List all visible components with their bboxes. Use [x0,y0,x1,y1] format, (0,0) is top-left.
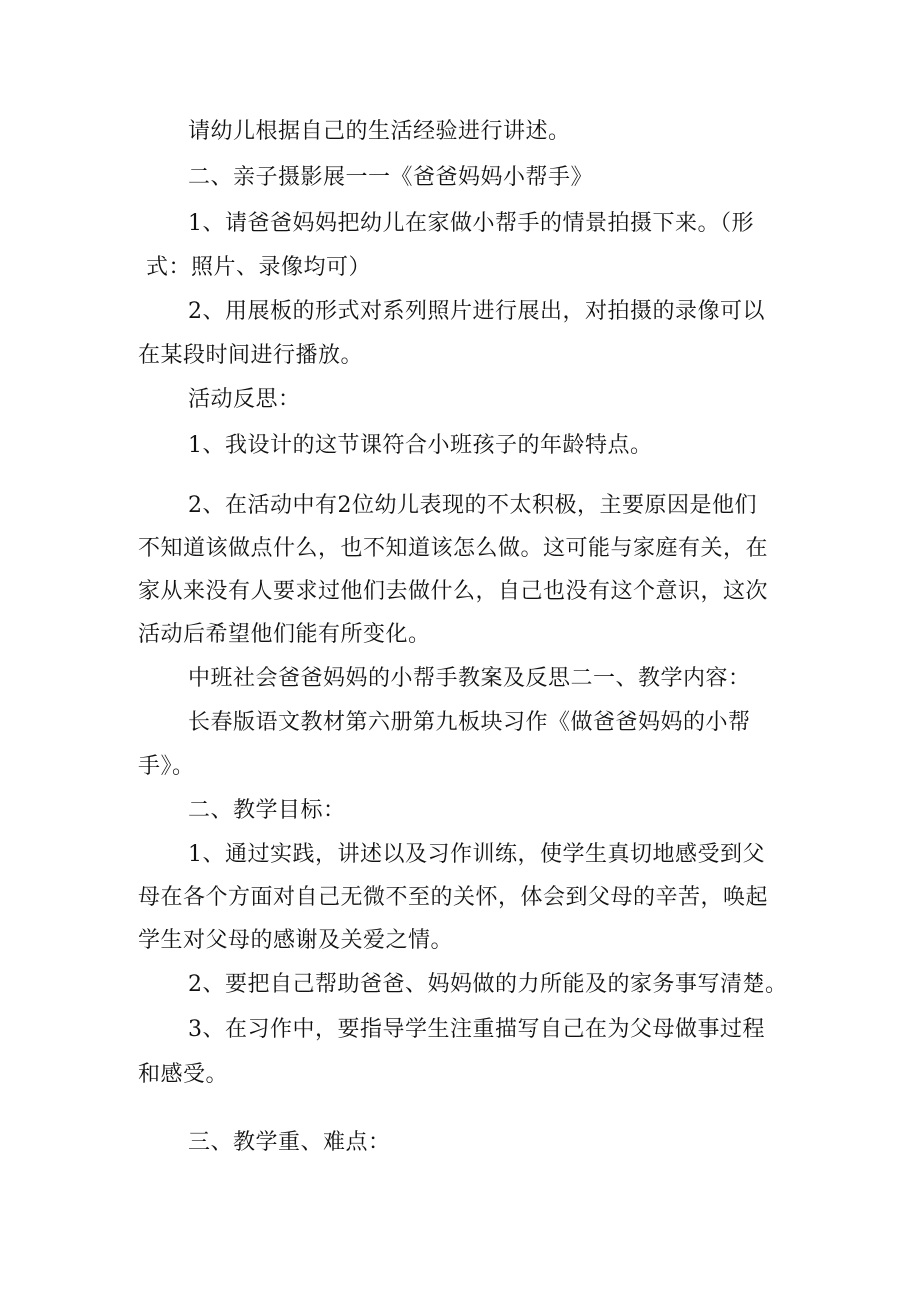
section-heading: 三、教学重、难点： [188,1130,391,1155]
paragraph-line: 1、通过实践，讲述以及习作训练，使学生真切地感受到父 [188,842,765,867]
paragraph-line: 家从来没有人要求过他们去做什么，自己也没有这个意识，这次 [138,579,769,604]
paragraph-line: 手》。 [138,754,195,779]
section-heading: 活动反思： [188,387,301,412]
paragraph-line: 请幼儿根据自己的生活经验进行讲述。 [188,119,571,144]
paragraph-line: 不知道该做点什么，也不知道该怎么做。这可能与家庭有关，在 [138,536,769,561]
paragraph-line: 长春版语文教材第六册第九板块习作《做爸爸妈妈的小帮 [188,710,751,735]
paragraph-line: 式：照片、录像均可） [146,255,372,280]
paragraph-line: 1、我设计的这节课符合小班孩子的年龄特点。 [188,433,653,458]
paragraph-line: 2、用展板的形式对系列照片进行展出，对拍摄的录像可以 [188,299,765,324]
section-heading: 中班社会爸爸妈妈的小帮手教案及反思二一、教学内容： [188,666,751,691]
paragraph-line: 母在各个方面对自己无微不至的关怀，体会到父母的辛苦，唤起 [138,885,769,910]
paragraph-line: 在某段时间进行播放。 [138,343,364,368]
paragraph-line: 和感受。 [138,1062,229,1087]
paragraph-line: 2、在活动中有2位幼儿表现的不太积极，主要原因是他们 [188,493,757,518]
paragraph-line: 学生对父母的感谢及关爱之情。 [138,928,454,953]
section-heading: 二、亲子摄影展一一《爸爸妈妈小帮手》 [188,165,594,190]
section-heading: 二、教学目标： [188,798,346,823]
paragraph-line: 活动后希望他们能有所变化。 [138,622,431,647]
paragraph-line: 1、请爸爸妈妈把幼儿在家做小帮手的情景拍摄下来。（形 [188,211,754,236]
paragraph-line: 3、在习作中，要指导学生注重描写自己在为父母做事过程 [188,1017,765,1042]
paragraph-line: 2、要把自己帮助爸爸、妈妈做的力所能及的家务事写清楚。 [188,972,788,997]
